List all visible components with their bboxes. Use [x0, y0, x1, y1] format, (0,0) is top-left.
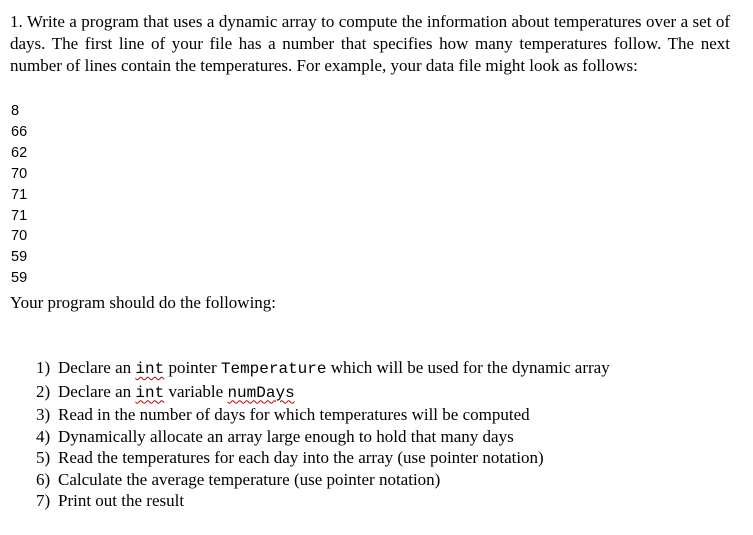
- step-3: [36, 404, 610, 426]
- step-text: Declare an: [58, 358, 136, 377]
- data-value: 70: [11, 165, 28, 182]
- data-value: 71: [11, 186, 28, 203]
- step-1: [36, 357, 610, 381]
- requirements-list: [36, 357, 610, 512]
- code-keyword: int: [135, 360, 165, 378]
- data-value: 71: [11, 207, 28, 224]
- step-number: 5): [36, 448, 51, 467]
- step-number: 2): [36, 381, 51, 401]
- step-text: Print out the result: [58, 491, 185, 510]
- step-text: Calculate the average temperature (use pointer notation): [58, 469, 441, 489]
- data-value: 70: [11, 228, 28, 245]
- data-value: 59: [11, 249, 28, 266]
- step-text: which will be used for the dynamic array: [326, 358, 610, 377]
- step-number: 3): [36, 405, 51, 424]
- step-number: 6): [36, 469, 51, 489]
- step-text: Declare an: [58, 381, 136, 401]
- step-5: [36, 447, 610, 469]
- data-value: 8: [11, 103, 20, 119]
- step-text: variable: [164, 381, 228, 401]
- sample-data-file: [11, 101, 27, 289]
- data-value: 62: [11, 144, 28, 161]
- step-number: 1): [36, 358, 51, 377]
- step-2: [36, 381, 610, 405]
- data-value: 59: [11, 270, 28, 287]
- problem-statement: 1. Write a program that uses a dynamic array to compute the information about temperatures over a set of days. The first line of your file has a number that specifies how many temperatures follow. The next number of lines contain the temperatures. For example, your data file might look as follows:: [10, 12, 730, 75]
- step-4: [36, 426, 610, 448]
- requirements-heading: Your program should do the following:: [10, 293, 277, 312]
- step-7: [36, 490, 610, 512]
- step-text: pointer: [164, 358, 221, 377]
- step-text: Read in the number of days for which temperatures will be computed: [58, 405, 530, 424]
- step-number: 4): [36, 426, 51, 446]
- data-value: 66: [11, 123, 28, 140]
- step-text: Dynamically allocate an array large enough to hold that many days: [58, 426, 514, 446]
- code-identifier: numDays: [227, 383, 295, 402]
- step-6: [36, 469, 610, 491]
- code-keyword: int: [135, 383, 165, 402]
- step-number: 7): [36, 491, 51, 510]
- code-identifier: Temperature: [220, 360, 327, 378]
- step-text: Read the temperatures for each day into the array (use pointer notation): [58, 448, 544, 467]
